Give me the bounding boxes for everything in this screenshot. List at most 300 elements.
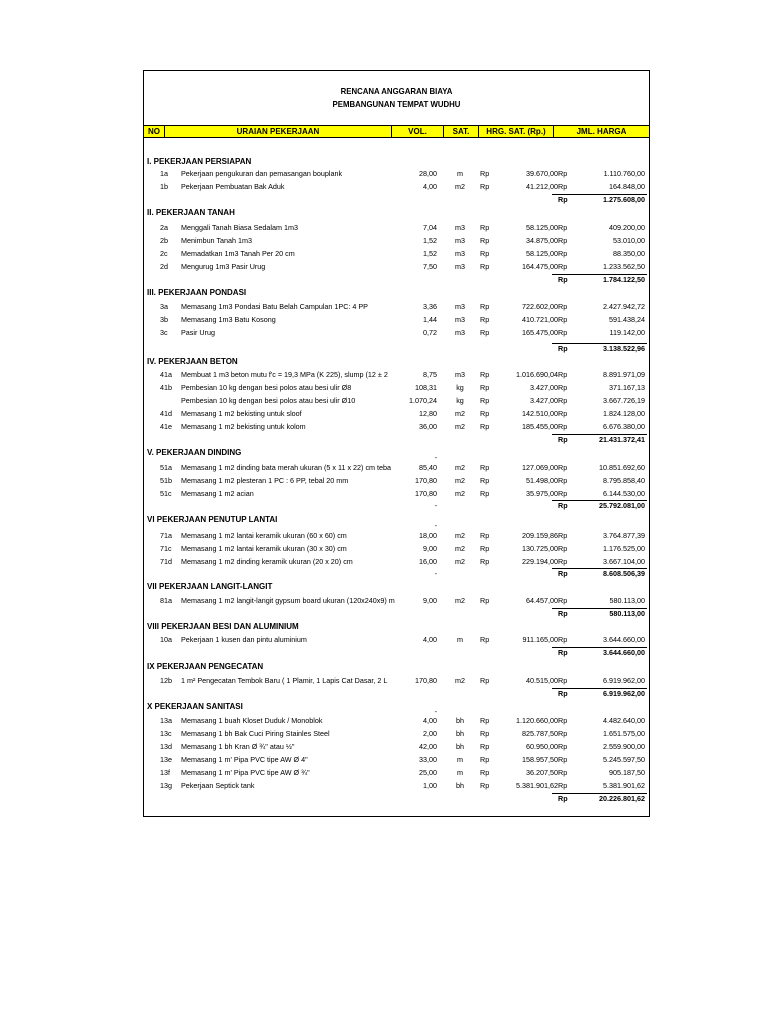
item-volume: 85,40: [419, 463, 437, 472]
total-currency: Rp: [558, 489, 568, 498]
item-total: 10.851.692,60: [599, 463, 645, 472]
unit-price: 165.475,00: [522, 328, 558, 337]
subtotal-currency: Rp: [558, 195, 568, 204]
subtotal-amount: 580.113,00: [609, 609, 645, 618]
item-unit: bh: [456, 781, 464, 790]
item-number: 1a: [160, 169, 168, 178]
table-header: [144, 125, 649, 138]
unit-price: 36.207,50: [526, 768, 558, 777]
item-description: Memasang 1 m2 dinding keramik ukuran (20 x 20) cm: [181, 557, 353, 566]
item-number: 41d: [160, 409, 172, 418]
subtotal-currency: Rp: [558, 435, 568, 444]
item-total: 5.245.597,50: [603, 755, 645, 764]
total-currency: Rp: [558, 476, 568, 485]
item-total: 3.644.660,00: [603, 635, 645, 644]
item-description: Pembesian 10 kg dengan besi polos atau besi ulir Ø10: [181, 396, 356, 405]
section-title: IX PEKERJAAN PENGECATAN: [147, 662, 264, 671]
table-row: [144, 543, 649, 554]
total-currency: Rp: [558, 370, 568, 379]
unit-price-currency: Rp: [480, 531, 490, 540]
item-description: Pembesian 10 kg dengan besi polos atau besi ulir Ø8: [181, 383, 352, 392]
table-row: [144, 634, 649, 645]
total-currency: Rp: [558, 328, 568, 337]
table-row: [144, 421, 649, 432]
total-currency: Rp: [558, 315, 568, 324]
item-unit: m2: [455, 409, 465, 418]
item-description: Memasang 1m3 Batu Kosong: [181, 315, 276, 324]
document-subtitle: PEMBANGUNAN TEMPAT WUDHU: [332, 99, 461, 109]
unit-price-currency: Rp: [480, 676, 490, 685]
item-volume: 9,00: [423, 596, 437, 605]
total-currency: Rp: [558, 236, 568, 245]
item-unit: bh: [456, 742, 464, 751]
item-total: 164.848,00: [609, 182, 645, 191]
item-volume: -: [434, 453, 437, 462]
item-unit: kg: [456, 383, 464, 392]
table-row: [144, 462, 649, 473]
item-volume: 7,04: [423, 223, 437, 232]
unit-price-currency: Rp: [480, 302, 490, 311]
item-number: 51c: [160, 489, 172, 498]
item-description: Memasang 1 buah Kloset Duduk / Monoblok: [181, 716, 323, 725]
subtotal-amount: 8.608.506,39: [603, 569, 645, 578]
unit-price-currency: Rp: [480, 489, 490, 498]
table-row: [144, 530, 649, 541]
item-number: 2a: [160, 223, 168, 232]
item-total: 2.559.900,00: [603, 742, 645, 751]
item-unit: m2: [455, 676, 465, 685]
item-volume: 9,00: [423, 544, 437, 553]
item-description: Pekerjaan 1 kusen dan pintu aluminium: [181, 635, 307, 644]
subtotal-currency: Rp: [558, 501, 568, 510]
table-row: [144, 395, 649, 406]
item-number: 51b: [160, 476, 172, 485]
item-volume: 4,00: [423, 716, 437, 725]
item-number: 13a: [160, 716, 172, 725]
subtotal-row: [144, 793, 649, 804]
unit-price: 142.510,00: [522, 409, 558, 418]
item-total: 1.824.128,00: [603, 409, 645, 418]
item-volume: -: [434, 521, 437, 530]
item-total: 409.200,00: [609, 223, 645, 232]
subtotal-amount: 1.784.122,50: [603, 275, 645, 284]
table-row: [144, 408, 649, 419]
col-vol-header: VOL.: [391, 126, 443, 137]
unit-price: 35.975,00: [526, 489, 558, 498]
item-volume: -: [434, 707, 437, 716]
item-description: Memasang 1 bh Bak Cuci Piring Stainles Steel: [181, 729, 330, 738]
unit-price: 1.120.660,00: [516, 716, 558, 725]
unit-price-currency: Rp: [480, 328, 490, 337]
item-unit: m: [457, 755, 463, 764]
subtotal-currency: Rp: [558, 344, 568, 353]
subtotal-amount: 20.226.801,62: [599, 794, 645, 803]
item-total: 580.113,00: [609, 596, 645, 605]
unit-price-currency: Rp: [480, 596, 490, 605]
item-total: 6.144.530,00: [603, 489, 645, 498]
item-total: 6.676.380,00: [603, 422, 645, 431]
item-volume: 42,00: [419, 742, 437, 751]
item-volume: -: [434, 501, 437, 510]
item-volume: 25,00: [419, 768, 437, 777]
item-number: 12b: [160, 676, 172, 685]
table-row: [144, 488, 649, 499]
unit-price-currency: Rp: [480, 422, 490, 431]
item-unit: m2: [455, 182, 465, 191]
unit-price-currency: Rp: [480, 729, 490, 738]
unit-price-currency: Rp: [480, 315, 490, 324]
item-number: 13c: [160, 729, 172, 738]
table-row: [144, 222, 649, 233]
item-description: Memasang 1 m2 bekisting untuk kolom: [181, 422, 306, 431]
item-volume: 8,75: [423, 370, 437, 379]
item-unit: kg: [456, 396, 464, 405]
item-total: 53.010,00: [613, 236, 645, 245]
item-number: 3a: [160, 302, 168, 311]
total-currency: Rp: [558, 223, 568, 232]
section-title: I. PEKERJAAN PERSIAPAN: [147, 157, 252, 166]
item-total: 2.427.942,72: [603, 302, 645, 311]
total-currency: Rp: [558, 262, 568, 271]
item-total: 6.919.962,00: [603, 676, 645, 685]
item-number: 3c: [160, 328, 168, 337]
item-number: 2b: [160, 236, 168, 245]
subtotal-amount: 1.275.608,00: [603, 195, 645, 204]
unit-price: 5.381.901,62: [516, 781, 558, 790]
subtotal-amount: 6.919.962,00: [603, 689, 645, 698]
item-volume: 36,00: [419, 422, 437, 431]
table-row: [144, 301, 649, 312]
subtotal-row: [144, 343, 649, 354]
table-row: [144, 168, 649, 179]
item-unit: m2: [455, 463, 465, 472]
item-total: 3.667.104,00: [603, 557, 645, 566]
col-hrg-header: HRG. SAT. (Rp.): [478, 126, 553, 137]
item-number: 71d: [160, 557, 172, 566]
unit-price: 58.125,00: [526, 249, 558, 258]
item-volume: 108,31: [415, 383, 437, 392]
item-description: Menggali Tanah Biasa Sedalam 1m3: [181, 223, 298, 232]
item-unit: m3: [455, 223, 465, 232]
item-description: Pekerjaan Septick tank: [181, 781, 255, 790]
item-number: 51a: [160, 463, 172, 472]
item-unit: m3: [455, 236, 465, 245]
item-description: Mengurug 1m3 Pasir Urug: [181, 262, 266, 271]
unit-price: 158.957,50: [522, 755, 558, 764]
table-row: [144, 475, 649, 486]
table-row: [144, 728, 649, 739]
subtotal-currency: Rp: [558, 275, 568, 284]
subtotal-row: [144, 688, 649, 699]
table-row: [144, 767, 649, 778]
item-number: 71c: [160, 544, 172, 553]
subtotal-row: [144, 500, 649, 511]
unit-price: 911.165,00: [522, 635, 558, 644]
unit-price-currency: Rp: [480, 249, 490, 258]
unit-price: 64.457,00: [526, 596, 558, 605]
unit-price: 229.194,00: [522, 557, 558, 566]
item-unit: bh: [456, 716, 464, 725]
col-jml-header: JML. HARGA: [553, 126, 649, 137]
subtotal-row: [144, 194, 649, 205]
table-row: [144, 754, 649, 765]
item-unit: bh: [456, 729, 464, 738]
table-row: [144, 181, 649, 192]
unit-price: 825.787,50: [522, 729, 558, 738]
item-total: 591.438,24: [609, 315, 645, 324]
item-description: Memadatkan 1m3 Tanah Per 20 cm: [181, 249, 295, 258]
item-unit: m3: [455, 302, 465, 311]
item-volume: 16,00: [419, 557, 437, 566]
total-currency: Rp: [558, 531, 568, 540]
unit-price-currency: Rp: [480, 223, 490, 232]
table-row: [144, 595, 649, 606]
subtotal-currency: Rp: [558, 609, 568, 618]
item-volume: 28,00: [419, 169, 437, 178]
table-row: [144, 382, 649, 393]
item-description: Memasang 1 m2 lantai keramik ukuran (60 x 60) cm: [181, 531, 347, 540]
item-description: Memasang 1 m' Pipa PVC tipe AW Ø ¾": [181, 768, 310, 777]
subtotal-row: [144, 434, 649, 445]
unit-price: 209.159,86: [522, 531, 558, 540]
item-volume: 170,80: [415, 476, 437, 485]
section-row: [144, 581, 649, 592]
item-description: Memasang 1 m2 langit-langit gypsum board ukuran (120x240x9) m: [181, 596, 395, 605]
unit-price-currency: Rp: [480, 544, 490, 553]
table-row: [144, 715, 649, 726]
total-currency: Rp: [558, 742, 568, 751]
item-volume: 1,52: [423, 236, 437, 245]
total-currency: Rp: [558, 676, 568, 685]
section-title: III. PEKERJAAN PONDASI: [147, 288, 247, 297]
unit-price-currency: Rp: [480, 755, 490, 764]
total-currency: Rp: [558, 409, 568, 418]
item-unit: m3: [455, 315, 465, 324]
total-currency: Rp: [558, 781, 568, 790]
item-total: 371.167,13: [609, 383, 645, 392]
unit-price: 722.602,00: [522, 302, 558, 311]
item-total: 1.176.525,00: [603, 544, 645, 553]
total-currency: Rp: [558, 249, 568, 258]
unit-price-currency: Rp: [480, 476, 490, 485]
item-total: 5.381.901,62: [603, 781, 645, 790]
section-row: [144, 207, 649, 218]
item-volume: 170,80: [415, 676, 437, 685]
item-volume: 7,50: [423, 262, 437, 271]
item-number: 41e: [160, 422, 172, 431]
unit-price: 1.016.690,04: [516, 370, 558, 379]
unit-price-currency: Rp: [480, 182, 490, 191]
unit-price: 127.069,00: [522, 463, 558, 472]
unit-price-currency: Rp: [480, 768, 490, 777]
unit-price-currency: Rp: [480, 370, 490, 379]
subtotal-currency: Rp: [558, 569, 568, 578]
item-total: 1.233.562,50: [603, 262, 645, 271]
total-currency: Rp: [558, 544, 568, 553]
table-row: [144, 369, 649, 380]
item-unit: m3: [455, 328, 465, 337]
subtotal-row: [144, 608, 649, 619]
item-number: 1b: [160, 182, 168, 191]
section-row: [144, 621, 649, 632]
total-currency: Rp: [558, 422, 568, 431]
item-description: Memasang 1 m2 lantai keramik ukuran (30 x 30) cm: [181, 544, 347, 553]
table-row: [144, 741, 649, 752]
table-row: [144, 248, 649, 259]
document-title: RENCANA ANGGARAN BIAYA: [340, 86, 453, 96]
total-currency: Rp: [558, 169, 568, 178]
subtotal-currency: Rp: [558, 648, 568, 657]
unit-price: 34.875,00: [526, 236, 558, 245]
item-number: 10a: [160, 635, 172, 644]
item-total: 3.667.726,19: [603, 396, 645, 405]
unit-price-currency: Rp: [480, 396, 490, 405]
unit-price-currency: Rp: [480, 236, 490, 245]
total-currency: Rp: [558, 396, 568, 405]
item-total: 905.187,50: [609, 768, 645, 777]
unit-price-currency: Rp: [480, 742, 490, 751]
item-description: Membuat 1 m3 beton mutu f'c = 19,3 MPa (K 225), slump (12 ± 2: [181, 370, 388, 379]
total-currency: Rp: [558, 182, 568, 191]
col-uraian-header: URAIAN PEKERJAAN: [164, 126, 391, 137]
unit-price-currency: Rp: [480, 557, 490, 566]
section-row: [144, 356, 649, 367]
item-volume: 4,00: [423, 635, 437, 644]
subtotal-currency: Rp: [558, 689, 568, 698]
section-title: V. PEKERJAAN DINDING: [147, 448, 242, 457]
subtotal-amount: 21.431.372,41: [599, 435, 645, 444]
item-description: Memasang 1 bh Kran Ø ¾" atau ½": [181, 742, 295, 751]
item-description: Memasang 1 m2 bekisting untuk sloof: [181, 409, 302, 418]
unit-price: 39.670,00: [526, 169, 558, 178]
total-currency: Rp: [558, 716, 568, 725]
item-volume: 12,80: [419, 409, 437, 418]
item-unit: m2: [455, 531, 465, 540]
unit-price: 40.515,00: [526, 676, 558, 685]
subtotal-amount: 3.138.522,96: [603, 344, 645, 353]
item-total: 8.891.971,09: [603, 370, 645, 379]
item-total: 8.795.858,40: [603, 476, 645, 485]
item-unit: m2: [455, 557, 465, 566]
item-unit: m: [457, 169, 463, 178]
item-unit: m3: [455, 249, 465, 258]
item-description: Memasang 1 m2 acian: [181, 489, 254, 498]
item-total: 119.142,00: [609, 328, 645, 337]
item-number: 71a: [160, 531, 172, 540]
section-title: VII PEKERJAAN LANGIT-LANGIT: [147, 582, 273, 591]
table-row: [144, 556, 649, 567]
item-volume: 1.070,24: [409, 396, 437, 405]
item-volume: -: [434, 569, 437, 578]
item-unit: m2: [455, 422, 465, 431]
table-row: [144, 314, 649, 325]
total-currency: Rp: [558, 635, 568, 644]
unit-price: 185.455,00: [522, 422, 558, 431]
item-number: 2c: [160, 249, 168, 258]
subtotal-currency: Rp: [558, 794, 568, 803]
total-currency: Rp: [558, 302, 568, 311]
item-number: 2d: [160, 262, 168, 271]
unit-price-currency: Rp: [480, 409, 490, 418]
total-currency: Rp: [558, 729, 568, 738]
item-number: 13e: [160, 755, 172, 764]
section-title: VI PEKERJAAN PENUTUP LANTAI: [147, 515, 278, 524]
item-number: 41a: [160, 370, 172, 379]
section-title: X PEKERJAAN SANITASI: [147, 702, 243, 711]
unit-price-currency: Rp: [480, 716, 490, 725]
item-number: 13g: [160, 781, 172, 790]
item-description: Pekerjaan pengukuran dan pemasangan bouplank: [181, 169, 343, 178]
unit-price: 60.950,00: [526, 742, 558, 751]
item-volume: 2,00: [423, 729, 437, 738]
unit-price: 58.125,00: [526, 223, 558, 232]
section-title: VIII PEKERJAAN BESI DAN ALUMINIUM: [147, 622, 299, 631]
total-currency: Rp: [558, 768, 568, 777]
table-row: [144, 675, 649, 686]
item-total: 1.651.575,00: [603, 729, 645, 738]
item-total: 4.482.640,00: [603, 716, 645, 725]
total-currency: Rp: [558, 557, 568, 566]
total-currency: Rp: [558, 596, 568, 605]
item-volume: 1,44: [423, 315, 437, 324]
section-row: [144, 287, 649, 298]
item-number: 13f: [160, 768, 170, 777]
section-title: IV. PEKERJAAN BETON: [147, 357, 238, 366]
item-description: Memasang 1 m' Pipa PVC tipe AW Ø 4": [181, 755, 308, 764]
unit-price-currency: Rp: [480, 262, 490, 271]
item-total: 88.350,00: [613, 249, 645, 258]
unit-price: 130.725,00: [522, 544, 558, 553]
item-volume: 0,72: [423, 328, 437, 337]
col-no-header: NO: [148, 127, 160, 136]
unit-price-currency: Rp: [480, 383, 490, 392]
item-unit: m: [457, 768, 463, 777]
unit-price: 3.427,00: [530, 396, 558, 405]
item-description: Memasang 1 m2 plesteran 1 PC : 6 PP, tebal 20 mm: [181, 476, 349, 485]
total-currency: Rp: [558, 755, 568, 764]
unit-price-currency: Rp: [480, 463, 490, 472]
unit-price-currency: Rp: [480, 635, 490, 644]
table-row: [144, 235, 649, 246]
section-row: [144, 156, 649, 167]
unit-price: 51.498,00: [526, 476, 558, 485]
unit-price-currency: Rp: [480, 169, 490, 178]
item-unit: m2: [455, 476, 465, 485]
subtotal-amount: 25.792.081,00: [599, 501, 645, 510]
item-unit: m3: [455, 370, 465, 379]
subtotal-row: [144, 568, 649, 579]
subtotal-row: [144, 274, 649, 285]
total-currency: Rp: [558, 383, 568, 392]
item-number: 3b: [160, 315, 168, 324]
item-volume: 18,00: [419, 531, 437, 540]
total-currency: Rp: [558, 463, 568, 472]
item-description: Pasir Urug: [181, 328, 215, 337]
col-sat-header: SAT.: [443, 126, 478, 137]
section-title: II. PEKERJAAN TANAH: [147, 208, 235, 217]
subtotal-row: [144, 647, 649, 658]
item-volume: 3,36: [423, 302, 437, 311]
unit-price: 410.721,00: [522, 315, 558, 324]
item-description: Menimbun Tanah 1m3: [181, 236, 252, 245]
item-number: 81a: [160, 596, 172, 605]
unit-price-currency: Rp: [480, 781, 490, 790]
item-total: 1.110.760,00: [603, 169, 645, 178]
item-volume: 4,00: [423, 182, 437, 191]
item-unit: m: [457, 635, 463, 644]
item-unit: m2: [455, 596, 465, 605]
item-unit: m2: [455, 489, 465, 498]
